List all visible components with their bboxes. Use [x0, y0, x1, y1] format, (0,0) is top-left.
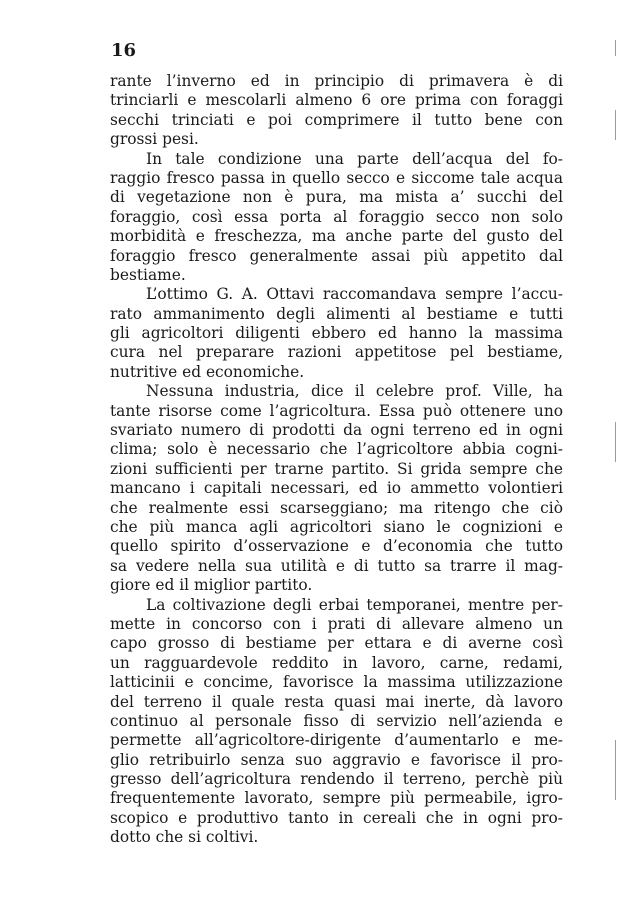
text-line: zioni sufficienti per trarne partito. Si grida sempre che — [110, 459, 563, 478]
text-line: morbidità e freschezza, ma anche parte del gusto del — [110, 227, 563, 246]
text-line: frequentemente lavorato, sempre più permeabile, igro- — [110, 789, 563, 808]
text-line: mette in concorso con i prati di allevare almeno un — [110, 614, 563, 633]
text-line: del terreno il quale resta quasi mai inerte, dà lavoro — [110, 692, 563, 711]
text-line: dotto che si coltivi. — [110, 828, 259, 847]
text-line: capo grosso di bestiame per ettara e di averne così — [110, 634, 563, 653]
text-line: In tale condizione una parte dell’acqua del fo- — [146, 149, 563, 168]
text-line: bestiame. — [110, 265, 186, 284]
text-line: rante l’inverno ed in principio di primavera è di — [110, 72, 563, 90]
scan-edge-mark — [615, 110, 616, 140]
text-line: mancano i capitali necessari, ed io ammetto volontieri — [110, 479, 563, 498]
text-line: un ragguardevole reddito in lavoro, carne, redami, — [110, 653, 563, 672]
text-line: cura nel preparare razioni appetitose pel bestiame, — [110, 343, 563, 362]
text-line: L’ottimo G. A. Ottavi raccomandava sempre l’accu- — [146, 285, 563, 304]
text-line: permette all’agricoltore-dirigente d’aumentarlo e me- — [110, 731, 563, 750]
text-line: tante risorse come l’agricoltura. Essa può ottenere uno — [110, 401, 563, 420]
text-line: sa vedere nella sua utilità e di tutto sa trarre il mag- — [110, 556, 563, 575]
text-line: di vegetazione non è pura, ma mista a’ succhi del — [110, 188, 563, 207]
text-line: rato ammanimento degli alimenti al bestiame e tutti — [110, 304, 563, 323]
scan-edge-mark — [615, 40, 616, 56]
scan-edge-mark — [615, 422, 616, 462]
text-line: che realmente essi scarseggiano; ma ritengo che ciò — [110, 498, 563, 517]
text-line: clima; solo è necessario che l’agricoltore abbia cogni- — [110, 440, 563, 459]
text-line: latticinii e concime, favorisce la massima utilizzazione — [110, 673, 563, 692]
text-line: glio retribuirlo senza suo aggravio e favorisce il pro- — [110, 750, 563, 769]
text-line: gresso dell’agricoltura rendendo il terreno, perchè più — [110, 770, 563, 789]
body-text — [110, 72, 563, 848]
text-line: nutritive ed economiche. — [110, 362, 305, 381]
text-line: quello spirito d’osservazione e d’economia che tutto — [110, 537, 563, 556]
text-line: secchi trinciati e poi comprimere il tutto bene con — [110, 110, 563, 129]
page-number: 16 — [111, 40, 137, 61]
text-line: grossi pesi. — [110, 130, 199, 149]
text-line: raggio fresco passa in quello secco e siccome tale acqua — [110, 168, 563, 187]
text-line: svariato numero di prodotti da ogni terreno ed in ogni — [110, 421, 563, 440]
text-line: foraggio fresco generalmente assai più appetito dal — [110, 246, 563, 265]
text-line: Nessuna industria, dice il celebre prof. Ville, ha — [146, 382, 563, 401]
text-line: continuo al personale fisso di servizio nell’azienda e — [110, 711, 563, 730]
text-line: trinciarli e mescolarli almeno 6 ore prima con foraggi — [110, 91, 563, 110]
text-line: La coltivazione degli erbai temporanei, mentre per- — [146, 595, 563, 614]
text-line: che più manca agli agricoltori siano le cognizioni e — [110, 517, 563, 536]
text-line: scopico e produttivo tanto in cereali che in ogni pro- — [110, 808, 563, 827]
text-line: giore ed il miglior partito. — [110, 576, 313, 595]
scan-edge-mark — [615, 740, 616, 800]
text-line: gli agricoltori diligenti ebbero ed hanno la massima — [110, 324, 563, 343]
text-line: foraggio, così essa porta al foraggio secco non solo — [110, 207, 563, 226]
